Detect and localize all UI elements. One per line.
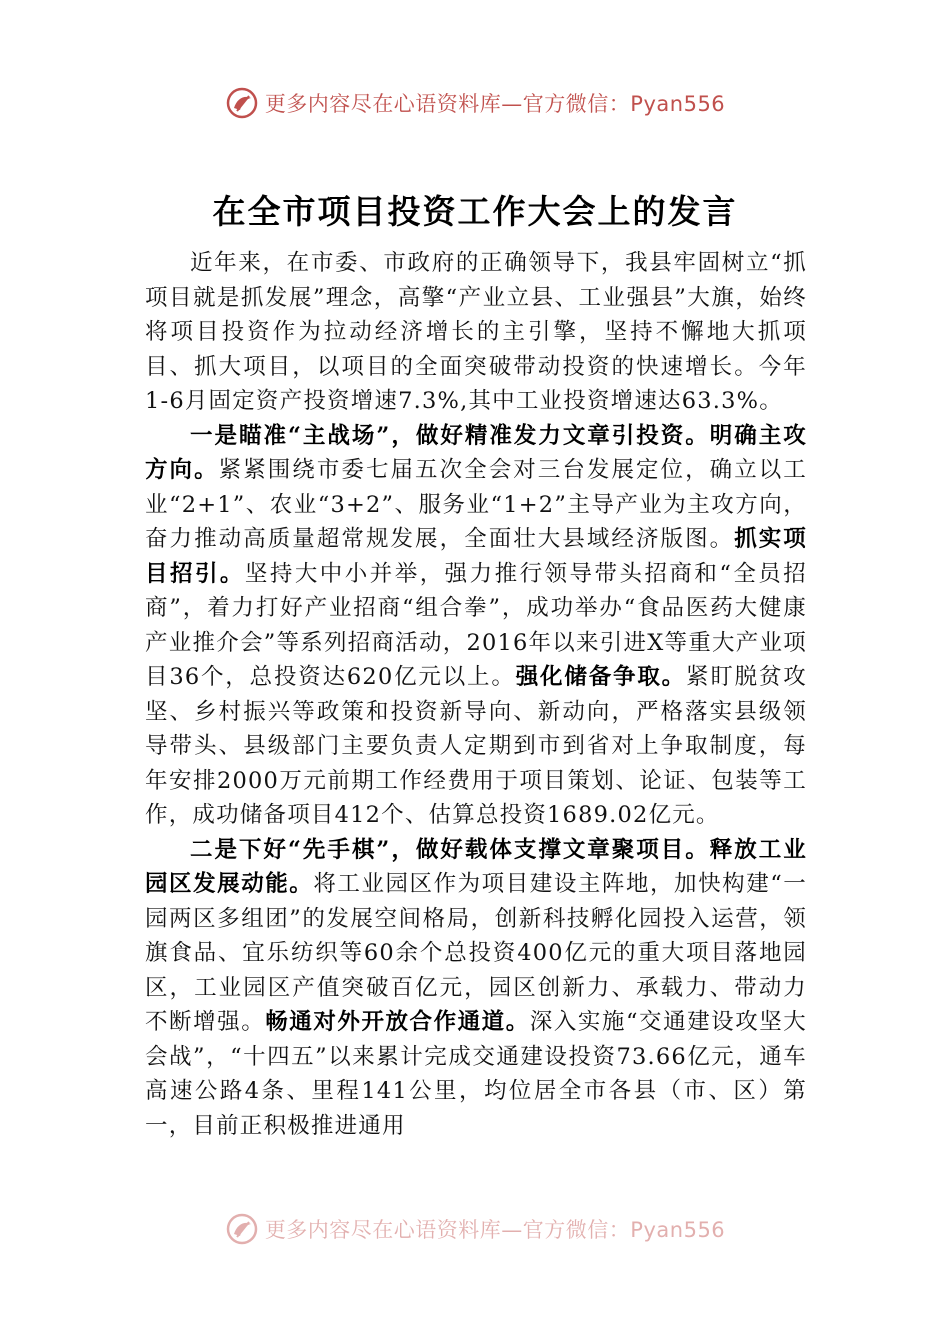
section-2-heading: 二是下好“先手棋”，做好载体支撑文章聚项目。 — [190, 836, 710, 863]
section-1-sub3-text: 紧盯脱贫攻坚、乡村振兴等政策和投资新导向、新动向，严格落实县级领导带头、县级部门主要负责人定期到市到省对上争取制度，每年安排2000万元前期工作经费用于项目策划、论证、包装等工作，成功储备项目412个、估算总投资1689.02亿元。 — [145, 664, 807, 828]
document-body — [145, 246, 807, 1143]
header-watermark-text: 更多内容尽在心语资料库—官方微信：Pyan556 — [264, 92, 726, 116]
header-watermark — [0, 86, 950, 120]
section-1-sub2-text: 坚持大中小并举，强力推行领导带头招商和“全员招商”，着力打好产业招商“组合拳”，成功举办“食品医药大健康产业推介会”等系列招商活动，2016年以来引进X等重大产业项目36个，总投资达620亿元以上。 — [145, 560, 807, 690]
brand-logo-icon — [225, 86, 259, 120]
section-1-paragraph — [145, 419, 807, 833]
section-1-sub1-title: 明确主攻方向。 — [145, 422, 807, 483]
section-2-sub2-text: 深入实施“交通建设攻坚大会战”，“十四五”以来累计完成交通建设投资73.66亿元，通车高速公路4条、里程141公里，均位居全市各县（市、区）第一，目前正积极推进通用 — [145, 1009, 808, 1139]
section-1-sub1-text: 紧紧围绕市委七届五次全会对三台发展定位，确立以工业“2+1”、农业“3+2”、服务业“1+2”主导产业为主攻方向，奋力推动高质量超常规发展，全面壮大县域经济版图。 — [145, 457, 807, 552]
section-1-sub3-title: 强化储备争取。 — [515, 664, 686, 690]
intro-paragraph: 近年来，在市委、市政府的正确领导下，我县牢固树立“抓项目就是抓发展”理念，高擎“产业立县、工业强县”大旗，始终将项目投资作为拉动经济增长的主引擎，坚持不懈地大抓项目、抓大项目，以项目的全面突破带动投资的快速增长。今年1-6月固定资产投资增速7.3%,其中工业投资增速达63.3%。 — [145, 250, 807, 414]
section-2-sub1-text: 将工业园区作为项目建设主阵地，加快构建“一园两区多组团”的发展空间格局，创新科技孵化园投入运营，领旗食品、宜乐纺织等60余个总投资400亿元的重大项目落地园区，工业园区产值突破百亿元，园区创新力、承载力、带动力不断增强。 — [145, 871, 807, 1035]
footer-watermark — [0, 1212, 950, 1246]
section-1-heading: 一是瞄准“主战场”，做好精准发力文章引投资。 — [190, 422, 710, 449]
section-2-sub1-title: 释放工业园区发展动能。 — [145, 836, 807, 897]
section-2-sub2-title: 畅通对外开放合作通道。 — [265, 1009, 530, 1035]
document-title: 在全市项目投资工作大会上的发言 — [212, 192, 738, 231]
footer-watermark-text: 更多内容尽在心语资料库—官方微信：Pyan556 — [264, 1218, 726, 1242]
brand-logo-icon — [225, 1212, 259, 1246]
section-2-paragraph — [145, 833, 807, 1144]
section-1-sub2-title: 抓实项目招引。 — [145, 526, 807, 587]
